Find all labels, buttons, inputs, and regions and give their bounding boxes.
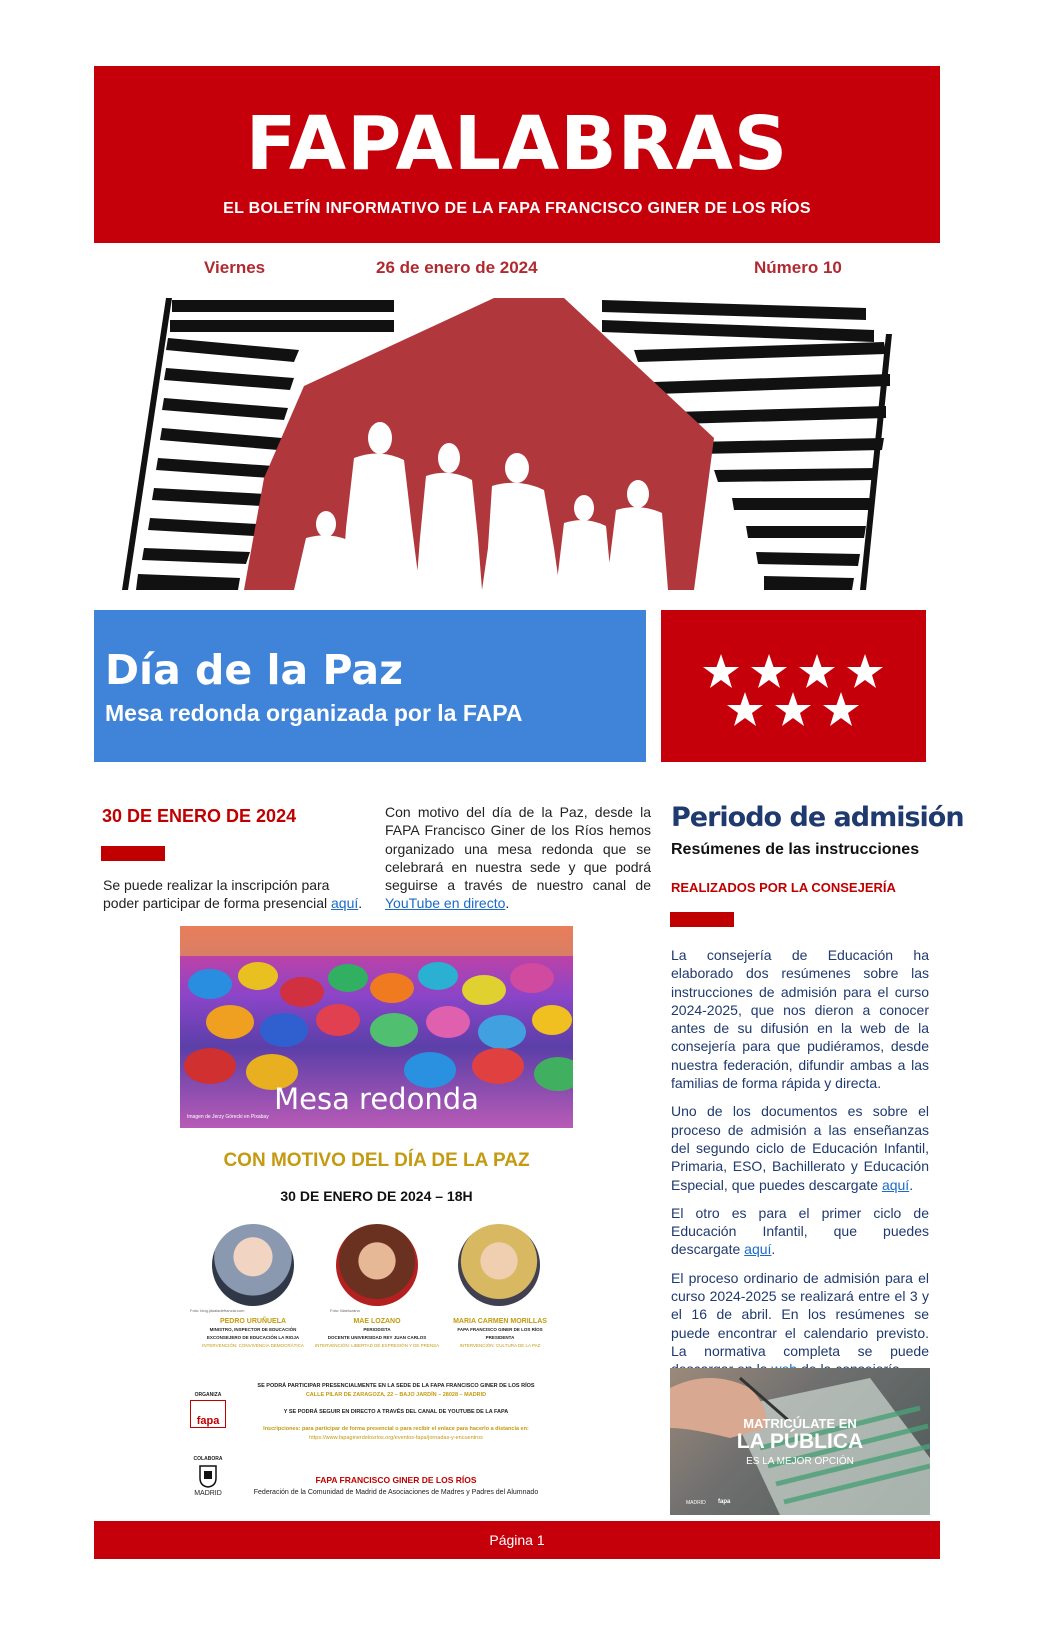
banner-credit: Imagen de Jerzy Górecki en Pixabay [187,1114,269,1120]
poster-org-name: FAPA FRANCISCO GINER DE LOS RÍOS [315,1475,477,1485]
admission-kicker: REALIZADOS POR LA CONSEJERÍA [671,880,896,895]
colabora-label: COLABORA [193,1456,223,1462]
registration-paragraph: Se puede realizar la inscripción para poder participar de forma presencial aquí. [103,877,363,912]
registration-link[interactable]: aquí [331,895,359,912]
intro-paragraph: Con motivo del día de la Paz, desde la FAPA Francisco Giner de los Ríos hemos organizado una mesa redonda que se celebrará en nuestra sede y que podrá seguirse a través de nuestro canal de YouTube en directo. [385,804,651,912]
newsletter-subtitle: EL BOLETÍN INFORMATIVO DE LA FAPA FRANCISCO GINER DE LOS RÍOS [223,200,811,217]
admission-paragraph [671,1269,929,1379]
admission-paragraph: Uno de los documentos es sobre el proceso de admisión a las enseñanzas del segundo ciclo de Educación Infantil, Primaria, ESO, Bachillerato y Educación Especial, que puedes descargate aquí. [671,1103,929,1193]
speaker-topic: INTERVENCIÓN: LIBERTAD DE EXPRESIÓN Y DE PRENSA [314,1343,440,1348]
speaker-photo-credit: Foto: blog.jdsaladefrancia.com [190,1308,245,1313]
banner-caption: Mesa redonda [274,1082,479,1116]
speaker-card [437,1318,563,1350]
masthead [94,66,940,243]
poster-info-line: SE PODRÁ PARTICIPAR PRESENCIALMENTE EN LA SEDE DE LA FAPA FRANCISCO GINER DE LOS RÍOS [257,1383,535,1389]
promo-logo: fapa [718,1499,731,1505]
youtube-link[interactable]: YouTube en directo [385,895,506,912]
promo-line: MATRICÚLATE EN [743,1416,857,1431]
speaker-name: PEDRO URUÑUELA [219,1318,287,1325]
speaker-photo [336,1224,418,1306]
speaker-photo [212,1224,294,1306]
feature-subtitle: Mesa redonda organizada por la FAPA [105,700,523,726]
speaker-card [314,1318,440,1350]
hero-illustration [94,298,940,590]
speaker-photo-credit: Foto: Maelozano [330,1308,360,1313]
speaker-role: PERIODISTA [363,1327,391,1332]
speaker-topic: INTERVENCIÓN: CONVIVENCIA DEMOCRÁTICA [202,1343,304,1348]
speaker-card [190,1318,316,1350]
speaker-photo [458,1224,540,1306]
speaker-role: MINISTRO, INSPECTOR DE EDUCACIÓN [209,1327,297,1332]
speaker-role: EXCONSEJERO DE EDUCACIÓN LA RIOJA [206,1335,300,1340]
promo-line: ES LA MEJOR OPCIÓN [746,1456,854,1467]
mesa-redonda-banner [180,926,573,1128]
registration-text: Se puede realizar la inscripción para poder participar de forma presencial [103,877,332,912]
event-date-heading: 30 DE ENERO DE 2024 [102,806,297,826]
poster-url[interactable]: https://www.fapaginerdelosrios.org/eventos-fapa/jornadas-y-encuentros [309,1435,483,1441]
promo-line: LA PÚBLICA [736,1430,864,1453]
speaker-role: FAPA FRANCISCO GINER DE LOS RÍOS [457,1327,543,1332]
madrid-flag-icon [661,610,926,762]
dateline-issue: Número 10 [754,258,842,277]
speaker-role: PRESIDENTA [485,1335,515,1340]
poster-info [236,1382,556,1443]
poster-info-line: Inscripciones: para participar de forma presencial o para recibir el enlace para hacerlo a distancia en: [263,1426,529,1432]
paragraph-text: El proceso ordinario de admisión para el curso 2024-2025 se realizará entre el 3 y el 16 de abril. En los resúmenes se puede encontrar el calendario previsto. La normativa completa se puede [671,1269,929,1359]
poster-org-desc: Federación de la Comunidad de Madrid de Asociaciones de Madres y Padres del Alumnado [253,1489,539,1496]
page-number: Página 1 [489,1532,545,1548]
paragraph-text: Uno de los documentos es sobre el proceso de admisión a las enseñanzas del segundo ciclo de Educación Infantil, Primaria, ESO, Bachillerato y Educación Especial, que puedes descargate [671,1103,929,1193]
madrid-logo: MADRID [194,1490,222,1497]
speaker-name: MARIA CARMEN MORILLAS [453,1318,547,1325]
admission-paragraph: El otro es para el primer ciclo de Educación Infantil, que puedes descargate aquí. [671,1204,929,1258]
speaker-topic: INTERVENCIÓN: CULTURA DE LA PAZ [459,1343,541,1348]
speaker-role: DOCENTE UNIVERSIDAD REY JUAN CARLOS [327,1335,427,1340]
download-link-infantil-primaria[interactable]: aquí [881,1176,910,1193]
organiza-label: ORGANIZA [194,1392,222,1398]
intro-text: Con motivo del día de la Paz, desde la FAPA Francisco Giner de los Ríos hemos organizado una mesa redonda que se celebrará en nuestra sede y que podrá seguirse a través de nuestro canal de [385,804,651,894]
dateline-date: 26 de enero de 2024 [376,258,538,277]
poster-heading: CON MOTIVO DEL DÍA DE LA PAZ [223,1150,530,1171]
red-divider [101,846,165,861]
download-link-primer-ciclo[interactable]: aquí [744,1241,772,1258]
fapa-logo: fapa [190,1400,226,1428]
admission-body [671,946,929,1417]
red-divider [670,912,734,927]
poster-address: CALLE PILAR DE ZARAGOZA, 22 – BAJO JARDÍN – 28028 – MADRID [305,1392,487,1398]
newsletter-title: FAPALABRAS [245,101,789,187]
speaker-name: MAE LOZANO [353,1318,401,1325]
admission-paragraph: La consejería de Educación ha elaborado dos resúmenes sobre las instrucciones de admisión para el curso 2024-2025, que nos dieron a conocer antes de su difusión en la web de la consejería para que pudiéramos, desde nuestra federación, difundir ambas a las familias de forma rápida y directa. [671,947,929,1092]
paragraph-text: El otro es para el primer ciclo de Educación Infantil, que puedes descargate [671,1204,929,1258]
matriculate-promo[interactable] [670,1368,930,1515]
admission-title: Periodo de admisión [671,802,964,833]
poster-datetime: 30 DE ENERO DE 2024 – 18H [280,1188,473,1204]
feature-title: Día de la Paz [105,646,403,694]
feature-banner [94,610,646,762]
promo-logo: MADRID [686,1500,706,1506]
dateline-day: Viernes [204,258,266,277]
madrid-crest-icon [198,1464,218,1488]
page-footer [94,1521,940,1559]
admission-subtitle: Resúmenes de las instrucciones [671,841,920,858]
poster-info-line: Y SE PODRÁ SEGUIR EN DIRECTO A TRAVÉS DEL CANAL DE YOUTUBE DE LA FAPA [283,1409,509,1415]
